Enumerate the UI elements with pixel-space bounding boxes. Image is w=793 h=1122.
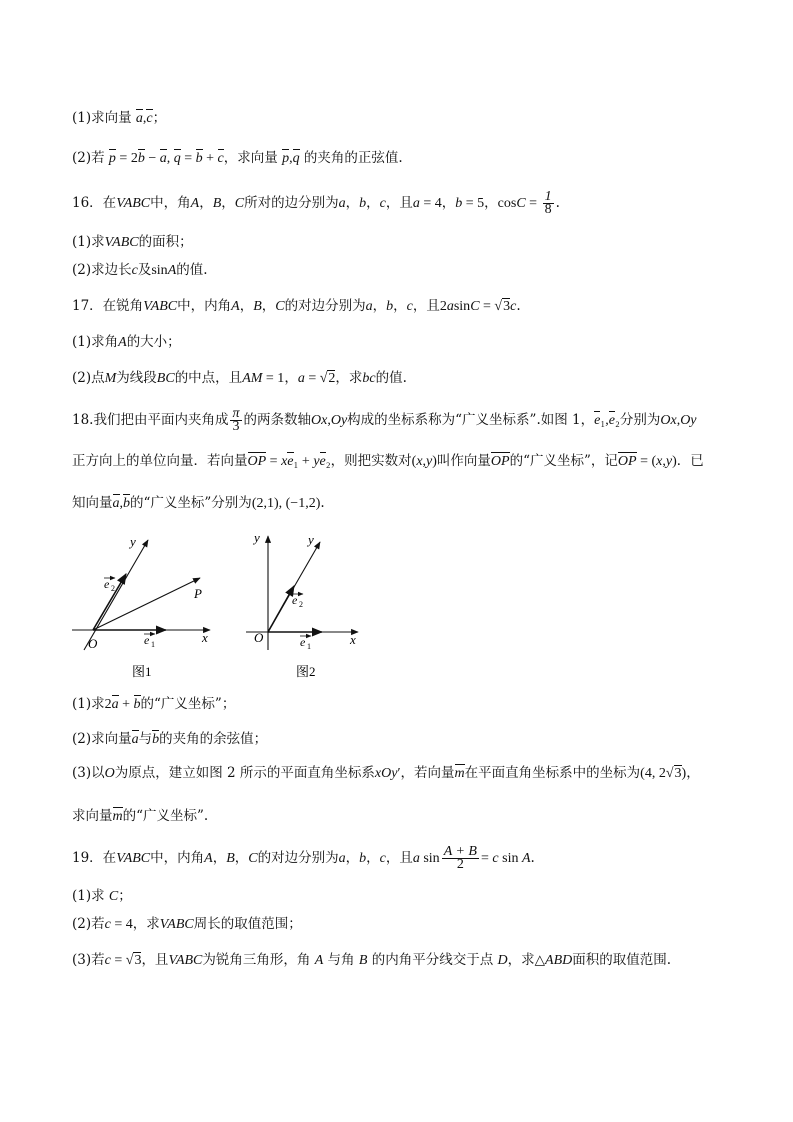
text-run: sin	[151, 263, 168, 278]
text-run: .	[555, 195, 560, 211]
text-run: ,	[662, 454, 666, 469]
text-run: = 5	[462, 196, 485, 211]
math-symbol: a	[412, 196, 420, 211]
text-run: ,	[327, 413, 331, 428]
math-symbol: VABC	[116, 196, 151, 211]
text-run: 19．在	[72, 850, 117, 866]
text-run: ，则把实数对	[330, 453, 412, 469]
math-symbol: VABC	[168, 953, 203, 968]
text-run: 中，内角	[177, 298, 232, 314]
label-e1: e	[144, 633, 150, 647]
text-run: 的“广义坐标”，记	[509, 453, 618, 469]
math-symbol: b	[196, 149, 203, 169]
text-run: ，且	[385, 195, 413, 211]
label-e2-sub: 2	[299, 600, 303, 609]
text-line-l11	[72, 493, 325, 514]
text-run: ,	[289, 151, 293, 166]
text-run: 的夹角的正弦值.	[299, 150, 403, 166]
math-symbol: VABC	[159, 917, 194, 932]
math-symbol: e	[320, 452, 326, 472]
math-symbol: p	[109, 149, 116, 169]
math-symbol: b	[152, 730, 159, 750]
text-run: 与	[138, 731, 153, 747]
math-symbol: OP	[491, 452, 510, 472]
fraction	[230, 408, 241, 433]
text-run: 的“广义坐标”.	[122, 808, 209, 824]
math-symbol: D	[497, 953, 508, 968]
math-symbol: p	[282, 149, 289, 169]
math-symbol: c	[510, 299, 517, 314]
text-run: 的“广义坐标”分别为	[130, 495, 252, 511]
math-symbol: a	[160, 149, 167, 169]
label-x: x	[202, 630, 208, 645]
math-symbol: C	[108, 889, 119, 904]
label-o: O	[88, 636, 98, 651]
text-line-l8	[72, 368, 407, 389]
math-symbol: C	[470, 299, 480, 314]
text-line-l19	[72, 950, 671, 971]
text-run: +	[298, 454, 314, 469]
math-symbol: BC	[156, 371, 175, 386]
text-run: ，	[366, 850, 380, 866]
math-symbol: c	[379, 196, 386, 211]
math-symbol: a	[446, 299, 454, 314]
text-run: 正方向上的单位向量．若向量	[72, 453, 248, 469]
text-run: 及	[137, 262, 152, 278]
math-symbol: m	[113, 807, 123, 827]
text-run: )	[432, 454, 437, 469]
text-run: (4, 2√	[640, 766, 674, 781]
fraction-denominator: 2	[456, 857, 464, 872]
label-y: y	[130, 534, 136, 549]
text-run: 构成的坐标系称为“广义坐标系”.如图 1，	[347, 412, 595, 428]
math-symbol: a	[365, 299, 373, 314]
text-run: ，且	[412, 298, 440, 314]
text-run: 中，内角	[150, 850, 205, 866]
text-run: =	[525, 196, 541, 211]
math-symbol: B	[212, 196, 222, 211]
math-symbol: b	[138, 149, 145, 169]
label-e2: e	[104, 577, 110, 591]
math-symbol: c	[379, 851, 386, 866]
text-run: 2	[328, 371, 336, 386]
math-symbol: e	[609, 411, 615, 431]
text-run: ,	[142, 111, 147, 126]
math-symbol: x	[281, 454, 288, 469]
text-run: 知向量	[72, 495, 113, 511]
text-line-l16	[72, 846, 535, 871]
math-symbol: q	[293, 149, 300, 169]
math-symbol: m	[455, 764, 465, 784]
text-run: (1)求	[72, 888, 109, 904]
text-run: (3)以	[72, 765, 105, 781]
fraction-denominator: 3	[232, 419, 240, 434]
math-symbol: A	[167, 263, 177, 278]
label-x: x	[350, 632, 356, 647]
math-symbol: A	[118, 335, 127, 350]
figure-1	[60, 530, 220, 690]
text-run: 3	[674, 766, 682, 781]
math-symbol: VABC	[116, 851, 151, 866]
math-symbol: a	[338, 196, 346, 211]
text-run: ，求△	[507, 952, 546, 968]
y-axis	[84, 540, 148, 650]
math-symbol: AM	[242, 371, 263, 386]
math-symbol: x	[656, 454, 663, 469]
text-run: ，	[345, 195, 360, 211]
text-run: ，且	[385, 850, 413, 866]
text-run: 的内角平分线交于点	[367, 952, 498, 968]
text-run: ，	[239, 298, 254, 314]
text-run: =	[266, 454, 282, 469]
text-run: )	[672, 454, 677, 469]
text-run: 所对的边分别为	[244, 195, 339, 211]
text-run: = 1	[262, 371, 285, 386]
text-run: ，	[212, 850, 227, 866]
math-symbol: A	[231, 299, 240, 314]
text-run: ₂	[614, 413, 620, 428]
text-run: 在平面直角坐标系中的坐标为	[464, 765, 641, 781]
text-run: = 2	[115, 151, 138, 166]
text-run: 求向量	[72, 808, 113, 824]
text-run: ′	[397, 766, 401, 781]
text-run: ，求向量	[223, 150, 283, 166]
math-symbol: b	[359, 196, 367, 211]
label-o: O	[254, 630, 264, 645]
text-run: ．已	[676, 453, 704, 469]
math-symbol: B	[226, 851, 235, 866]
math-symbol: VABC	[104, 235, 139, 250]
text-run: +	[118, 697, 134, 712]
text-run: 2	[104, 697, 112, 712]
text-line-l6	[72, 296, 521, 317]
text-run: 3	[503, 299, 511, 314]
math-symbol: B	[358, 953, 368, 968]
text-line-l15	[72, 806, 208, 827]
math-symbol: C	[275, 299, 285, 314]
math-symbol: OP	[618, 452, 637, 472]
text-run: (1)求	[72, 234, 105, 250]
text-run: (2)点	[72, 370, 105, 386]
label-y-prime: y	[308, 532, 314, 547]
text-run: =	[481, 851, 493, 866]
text-run: ；	[118, 888, 132, 904]
math-symbol: y	[426, 454, 433, 469]
fraction-denominator: 8	[544, 202, 552, 217]
math-symbol: y	[313, 454, 320, 469]
fraction-numerator: A + B	[443, 844, 477, 859]
math-symbol: C	[234, 196, 245, 211]
math-symbol: A	[521, 851, 531, 866]
math-symbol: c	[218, 149, 224, 169]
fraction-numerator: π	[232, 406, 240, 421]
math-symbol: c	[104, 917, 111, 932]
text-line-l18	[72, 914, 302, 935]
text-run: ，若向量	[400, 765, 455, 781]
label-e1: e	[300, 635, 306, 649]
text-run: ，	[345, 850, 360, 866]
text-run: (2)求向量	[72, 731, 132, 747]
text-run: ,	[605, 413, 609, 428]
text-run: 的对边分别为	[284, 298, 366, 314]
text-run: ，	[221, 195, 235, 211]
text-run: ，	[484, 195, 498, 211]
text-run: =	[180, 151, 196, 166]
math-symbol: M	[104, 371, 117, 386]
text-run: cos	[497, 196, 517, 211]
text-line-l10	[72, 451, 704, 472]
text-run: = (	[636, 454, 657, 469]
math-symbol: A	[190, 196, 200, 211]
math-symbol: x	[416, 454, 423, 469]
label-e2-sub: 2	[111, 584, 115, 593]
label-e1-sub: 1	[151, 640, 155, 649]
caption-figure-1: 图1	[132, 664, 152, 679]
text-run: sin	[498, 851, 522, 866]
text-run: 为线段	[116, 370, 157, 386]
text-run: ，	[372, 298, 387, 314]
text-run: ,	[166, 151, 174, 166]
text-run: ₁	[293, 454, 299, 469]
text-run: ₂	[325, 454, 331, 469]
math-symbol: a	[112, 695, 119, 715]
text-run: ，	[393, 298, 407, 314]
text-run: 的中点，且	[174, 370, 243, 386]
math-symbol: b	[455, 196, 463, 211]
text-run: (2)若	[72, 150, 109, 166]
text-run: ；	[152, 110, 167, 126]
text-line-l17	[72, 886, 132, 907]
math-symbol: c	[104, 953, 111, 968]
math-symbol: b	[134, 695, 141, 715]
math-symbol: c	[131, 263, 138, 278]
math-symbol: a	[113, 494, 120, 514]
text-run: 的值.	[176, 262, 208, 278]
text-line-l4	[72, 232, 193, 253]
text-run: ，	[199, 195, 213, 211]
math-symbol: Oy	[680, 413, 697, 428]
text-run: 2	[439, 299, 447, 314]
text-run: 的两条数轴	[243, 412, 311, 428]
text-run: ，	[366, 195, 380, 211]
text-run: (2,1), (−1,2)	[251, 496, 321, 511]
text-run: ，且	[141, 952, 169, 968]
text-run: (1)求	[72, 696, 105, 712]
math-symbol: Ox	[311, 413, 328, 428]
math-symbol: b	[386, 299, 394, 314]
math-symbol: c	[406, 299, 413, 314]
text-run: = √	[110, 953, 134, 968]
math-symbol: e	[594, 411, 600, 431]
math-symbol: b	[123, 494, 130, 514]
text-run: ，	[261, 298, 276, 314]
math-symbol: Oy	[330, 413, 348, 428]
math-symbol: a	[132, 730, 139, 750]
text-run: 为锐角三角形，角	[202, 952, 315, 968]
fraction	[543, 191, 554, 216]
text-run: 面积的取值范围.	[572, 952, 672, 968]
text-run: ₁	[600, 413, 606, 428]
math-symbol: a	[136, 109, 143, 129]
text-run: 的对边分别为	[257, 850, 339, 866]
text-line-l5	[72, 260, 208, 281]
text-run: = 4	[419, 196, 442, 211]
text-run: ，求	[132, 916, 160, 932]
text-run: +	[202, 151, 218, 166]
text-line-l7	[72, 332, 181, 353]
math-symbol: a	[338, 851, 346, 866]
text-run: 的夹角的余弦值；	[159, 731, 268, 747]
math-symbol: O	[104, 766, 115, 781]
math-symbol: VABC	[143, 299, 178, 314]
text-run: (	[411, 454, 417, 469]
label-y: y	[254, 530, 260, 545]
math-symbol: c	[492, 851, 499, 866]
text-run: −	[144, 151, 160, 166]
text-run: 叫作向量	[436, 453, 491, 469]
text-run: 3	[134, 953, 142, 968]
math-symbol: c	[146, 109, 152, 129]
text-run: 的大小；	[126, 334, 181, 350]
label-e1-sub: 1	[307, 642, 311, 651]
text-run: = 4	[110, 917, 133, 932]
text-run: (2)若	[72, 916, 105, 932]
text-run: 与角	[323, 952, 359, 968]
text-run: ,	[676, 413, 681, 428]
text-run: ，求	[335, 370, 363, 386]
math-symbol: C	[248, 851, 258, 866]
vector-e2	[268, 586, 294, 632]
text-run: 的面积；	[138, 234, 193, 250]
text-run: 中，角	[150, 195, 191, 211]
math-symbol: C	[516, 196, 526, 211]
text-run: = √	[479, 299, 503, 314]
math-symbol: e	[287, 452, 293, 472]
text-run: = √	[304, 371, 328, 386]
text-run: 18.我们把由平面内夹角成	[72, 412, 229, 428]
text-line-l14	[72, 763, 700, 784]
text-line-l2	[72, 148, 403, 169]
text-line-l3	[72, 191, 560, 216]
text-run: 的值.	[375, 370, 407, 386]
math-symbol: xOy	[374, 766, 398, 781]
math-symbol: q	[174, 149, 181, 169]
caption-figure-2: 图2	[296, 664, 316, 679]
text-run: (3)若	[72, 952, 105, 968]
text-run: .	[516, 298, 521, 314]
figure-2	[238, 530, 378, 690]
math-symbol: ABD	[545, 953, 573, 968]
label-p: P	[194, 586, 202, 601]
math-symbol: a	[412, 851, 420, 866]
text-run: ,	[422, 454, 427, 469]
math-symbol: a	[297, 371, 305, 386]
text-run: ，	[234, 850, 249, 866]
text-run: ,	[119, 496, 123, 511]
fraction	[442, 846, 479, 871]
text-line-l9	[72, 408, 697, 433]
text-run: 的“广义坐标”；	[140, 696, 236, 712]
text-run: .	[530, 850, 535, 866]
fraction-numerator: 1	[544, 189, 552, 204]
text-run: 16．在	[72, 195, 117, 211]
text-run: (2)求边长	[72, 262, 132, 278]
text-run: ，	[686, 765, 700, 781]
text-run: sin	[419, 851, 440, 866]
math-symbol: A	[314, 953, 324, 968]
text-run: sin	[453, 299, 471, 314]
text-run: )	[681, 766, 687, 781]
text-run: ，	[284, 370, 298, 386]
text-run: 17．在锐角	[72, 298, 144, 314]
math-symbol: b	[359, 851, 367, 866]
text-line-l12	[72, 694, 235, 715]
text-run: 周长的取值范围；	[193, 916, 302, 932]
math-symbol: A	[204, 851, 213, 866]
text-run: 为原点，建立如图 2 所示的平面直角坐标系	[114, 765, 375, 781]
label-e2: e	[292, 593, 298, 607]
text-run: .	[320, 495, 325, 511]
math-symbol: B	[253, 299, 262, 314]
text-line-l13	[72, 729, 267, 750]
text-run: ，	[441, 195, 456, 211]
math-symbol: bc	[362, 371, 376, 386]
text-run: 分别为	[619, 412, 661, 428]
math-symbol: Ox	[660, 413, 677, 428]
math-symbol: y	[665, 454, 673, 469]
math-symbol: OP	[248, 452, 267, 472]
text-run: (1)求向量	[72, 110, 136, 126]
text-run: (1)求角	[72, 334, 119, 350]
text-line-l1	[72, 108, 166, 129]
